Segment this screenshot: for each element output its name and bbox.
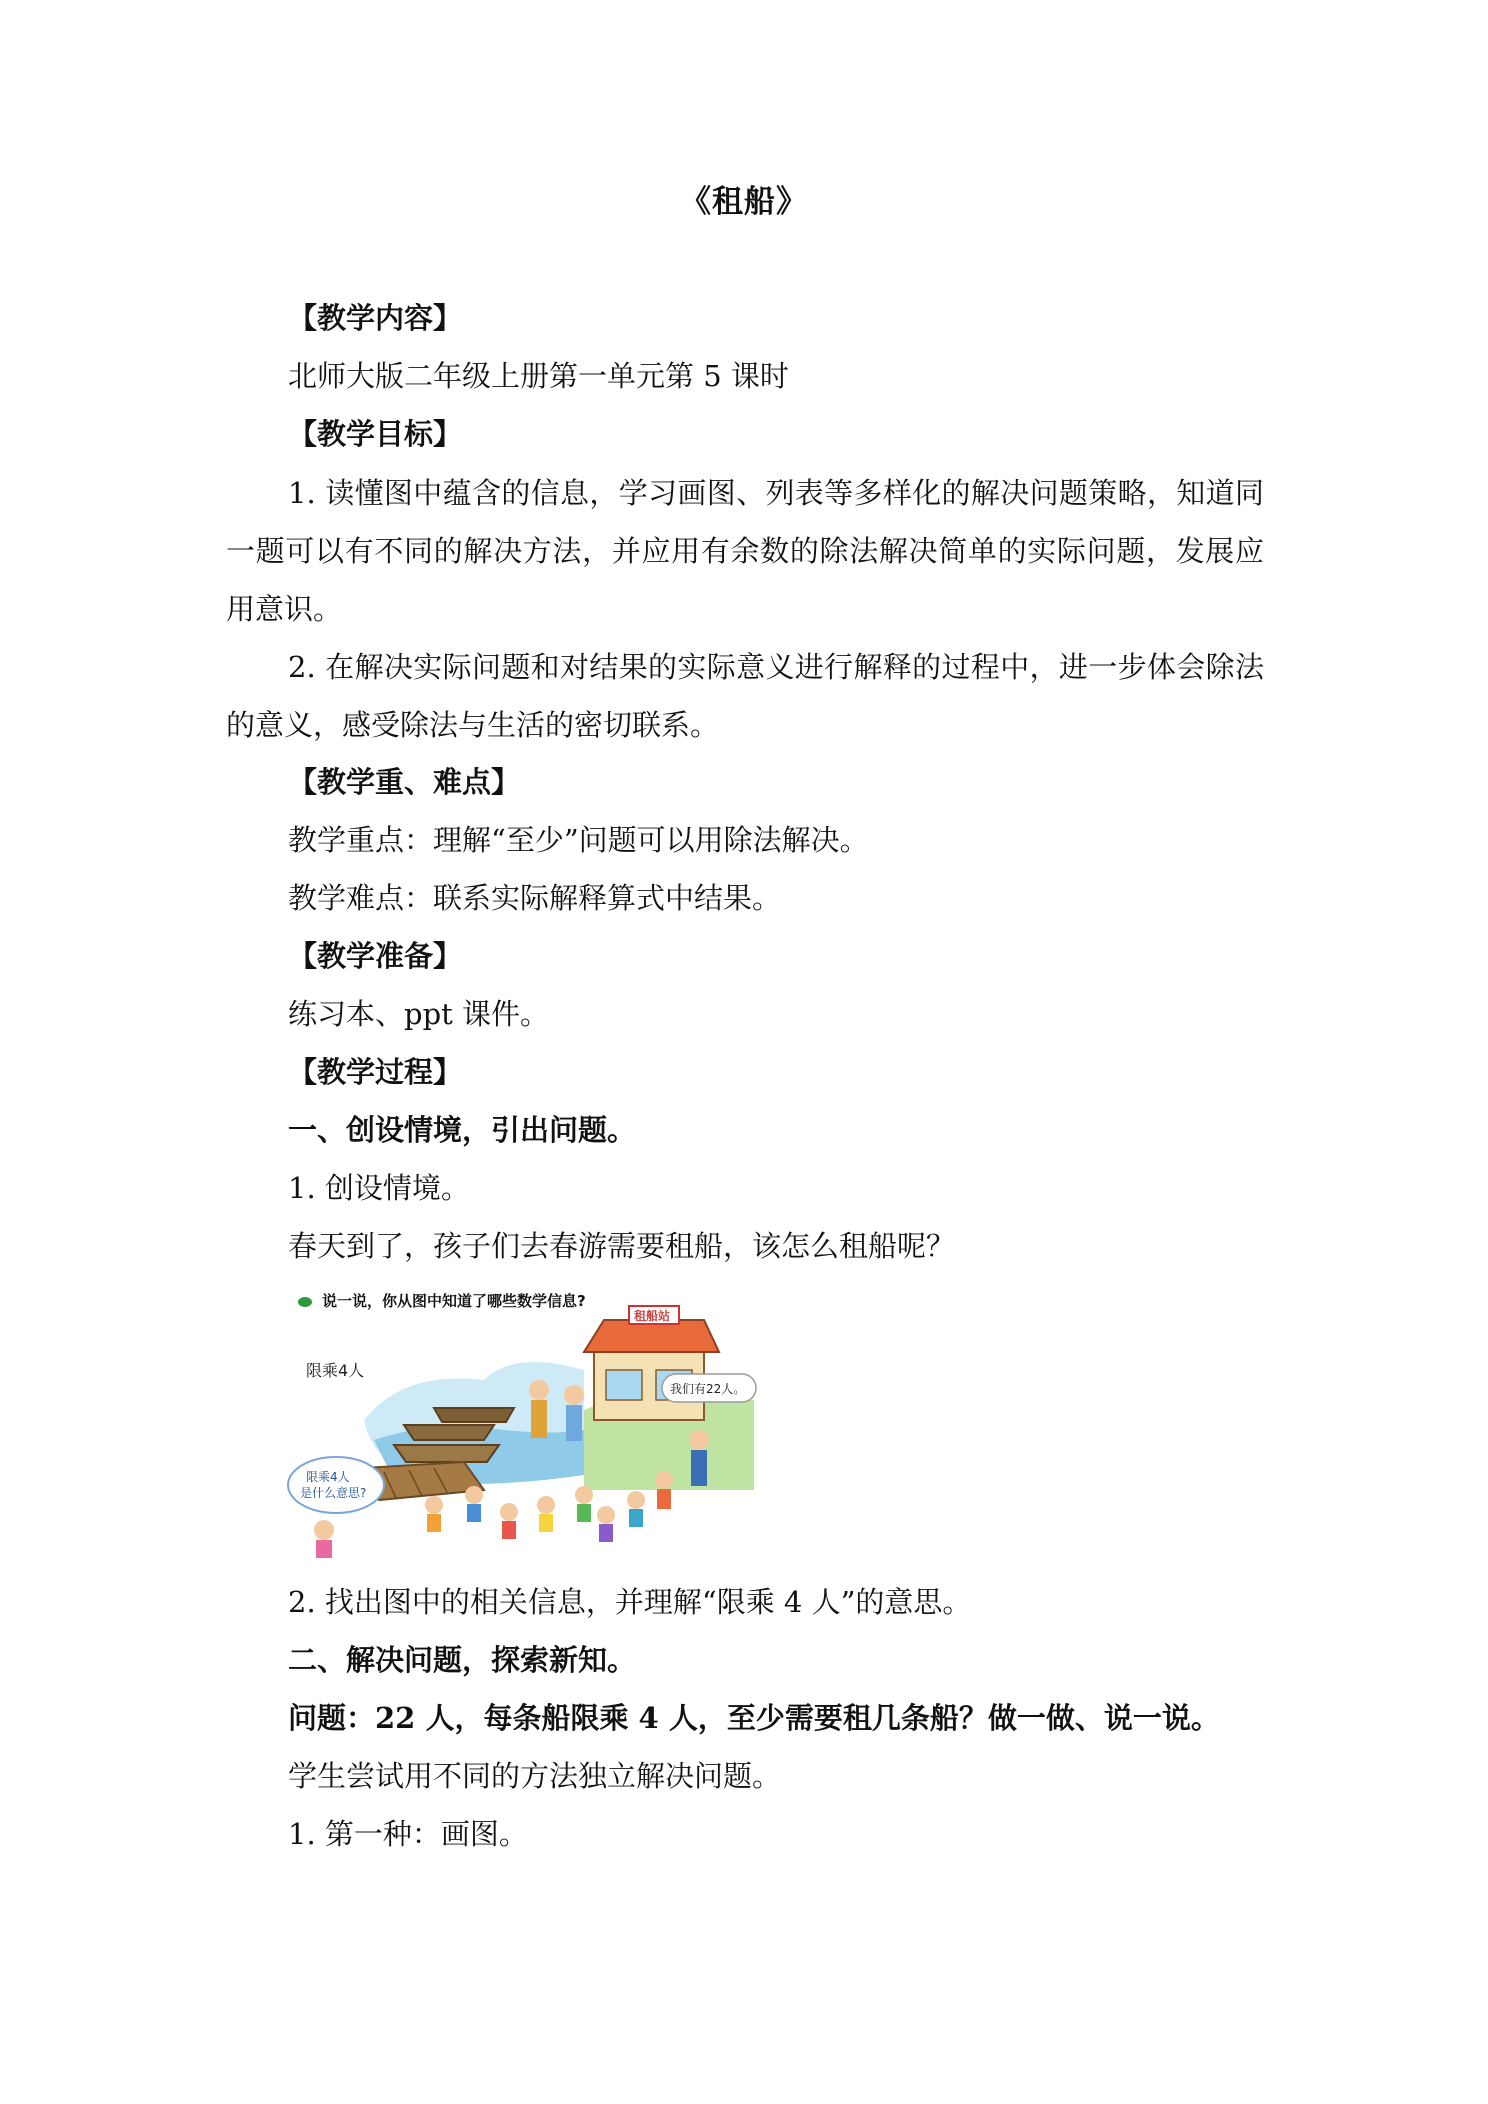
part-1-step-2: 2. 找出图中的相关信息，并理解“限乘 4 人”的意思。 [288, 1585, 972, 1619]
content-text: 北师大版二年级上册第一单元第 5 课时 [288, 359, 789, 393]
goal-2-paragraph: 2. 在解决实际问题和对结果的实际意义进行解释的过程中，进一步体会除法的意义，感受除法与生活的密切联系。 [226, 650, 1264, 742]
student-try-text: 学生尝试用不同的方法独立解决问题。 [288, 1759, 782, 1793]
goal-1-paragraph: 1. 读懂图中蕴含的信息，学习画图、列表等多样化的解决问题策略，知道同一题可以有不同的解决方法，并应用有余数的除法解决简单的实际问题，发展应用意识。 [226, 476, 1264, 626]
speech-bubble-right [662, 1374, 756, 1402]
speech-bubble-left [288, 1457, 384, 1513]
section-heading-key-points: 【教学重、难点】 [288, 765, 521, 799]
section-heading-preparation: 【教学准备】 [288, 939, 463, 973]
svg-text:我们有22人。: 我们有22人。 [670, 1382, 746, 1396]
part-1-heading: 一、创设情境，引出问题。 [288, 1113, 637, 1147]
scene-drawing [284, 1290, 764, 1560]
preparation-text: 练习本、ppt 课件。 [288, 997, 550, 1031]
svg-text:是什么意思?: 是什么意思? [300, 1486, 367, 1500]
part-1-step-1: 1. 创设情境。 [288, 1171, 470, 1205]
page-title: 《租船》 [680, 184, 808, 220]
difficult-point-text: 教学难点：联系实际解释算式中结果。 [288, 881, 782, 915]
shop-sign: 租船站 [634, 1309, 671, 1323]
section-heading-goals: 【教学目标】 [288, 417, 463, 451]
section-heading-process: 【教学过程】 [288, 1055, 463, 1089]
section-heading-content: 【教学内容】 [288, 301, 463, 335]
method-1-text: 1. 第一种：画图。 [288, 1817, 528, 1851]
question-text: 问题：22 人，每条船限乘 4 人，至少需要租几条船？做一做、说一说。 [288, 1701, 1220, 1735]
sign-label: 限乘4人 [306, 1361, 365, 1380]
part-1-scene-text: 春天到了，孩子们去春游需要租船，该怎么租船呢？ [288, 1229, 956, 1263]
svg-text:限乘4人: 限乘4人 [306, 1470, 350, 1484]
key-point-text: 教学重点：理解“至少”问题可以用除法解决。 [288, 823, 869, 857]
boat-rental-shop [584, 1306, 719, 1420]
part-2-heading: 二、解决问题，探索新知。 [288, 1643, 637, 1677]
boat-rental-illustration [284, 1290, 764, 1560]
figure-caption: 说一说，你从图中知道了哪些数学信息? [298, 1290, 586, 1311]
